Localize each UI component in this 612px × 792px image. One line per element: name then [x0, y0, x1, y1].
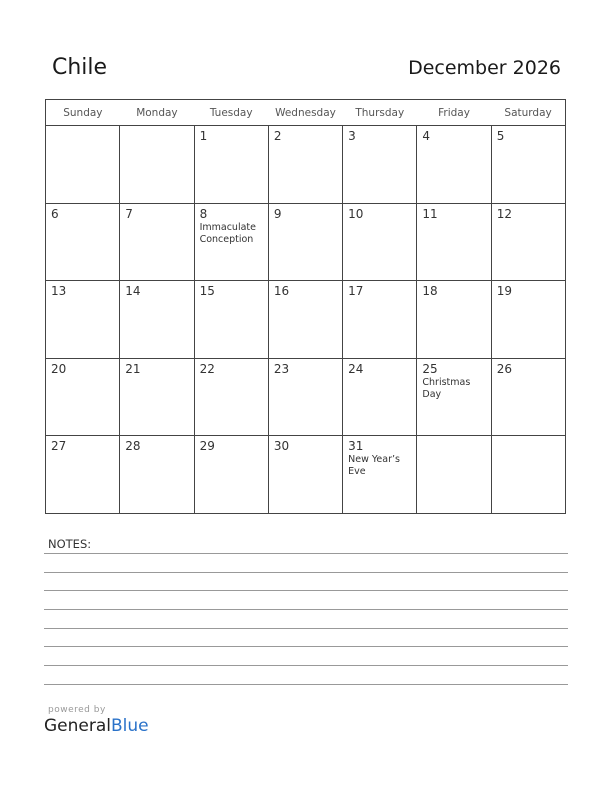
- day-number: 8: [199, 206, 208, 221]
- day-number: 1: [199, 129, 208, 143]
- day-cell: [417, 281, 491, 359]
- day-cell: [268, 126, 342, 204]
- day-cell: [194, 126, 268, 204]
- day-cell: [120, 126, 194, 204]
- weekday-header: Sunday: [46, 100, 120, 126]
- weekday-header: Saturday: [491, 100, 565, 126]
- day-cell: [268, 203, 342, 281]
- day-cell: [491, 203, 565, 281]
- day-number: 11: [422, 206, 438, 221]
- day-number: 23: [273, 361, 290, 376]
- day-cell: [491, 436, 565, 514]
- day-cell: [268, 436, 342, 514]
- notes-label: NOTES:: [48, 537, 92, 551]
- day-number: 26: [496, 361, 512, 376]
- week-row: [46, 358, 566, 436]
- day-number: 15: [199, 284, 215, 298]
- weekday-header: Wednesday: [268, 100, 342, 126]
- day-number: 14: [125, 284, 141, 298]
- day-cell: [194, 203, 268, 281]
- day-cell: [46, 436, 120, 514]
- day-number: 22: [199, 361, 215, 376]
- note-line: [44, 572, 568, 573]
- day-number: 27: [51, 439, 67, 453]
- day-cell: [268, 358, 342, 436]
- day-cell: [46, 358, 120, 436]
- day-number: 31: [348, 439, 364, 453]
- day-cell: [417, 436, 491, 514]
- day-cell: [46, 281, 120, 359]
- week-row: [46, 126, 566, 204]
- weekday-header: Tuesday: [194, 100, 268, 126]
- day-number: 6: [51, 206, 59, 221]
- note-line: [44, 665, 568, 666]
- day-cell: [120, 281, 194, 359]
- day-cell: [120, 358, 194, 436]
- holiday-label: Christmas Day: [422, 376, 471, 400]
- day-number: 7: [125, 206, 133, 221]
- day-number: 9: [273, 206, 282, 221]
- note-line: [44, 684, 568, 685]
- day-cell: [343, 436, 417, 514]
- day-cell: [46, 203, 120, 281]
- week-row: [46, 436, 566, 514]
- weekday-header: Thursday: [343, 100, 417, 126]
- note-line: [44, 646, 568, 647]
- day-cell: [46, 126, 120, 204]
- month-title: December 2026: [408, 57, 561, 79]
- day-cell: [194, 358, 268, 436]
- day-number: 29: [199, 439, 215, 453]
- weekday-header-row: [46, 100, 566, 126]
- day-number: 21: [125, 361, 141, 376]
- day-cell: [343, 281, 417, 359]
- week-row: [46, 203, 566, 281]
- country-title: Chile: [52, 55, 108, 80]
- day-cell: [491, 126, 565, 204]
- note-line: [44, 553, 568, 554]
- note-line: [44, 590, 568, 591]
- day-number: 19: [496, 284, 512, 298]
- generalblue-logo[interactable]: [44, 716, 149, 736]
- day-number: 16: [273, 284, 290, 298]
- day-cell: [268, 281, 342, 359]
- day-number: 5: [496, 129, 505, 143]
- day-number: 12: [496, 206, 512, 221]
- day-number: 3: [348, 129, 356, 143]
- day-number: 24: [348, 361, 364, 376]
- holiday-label: New Year’s Eve: [348, 454, 400, 477]
- day-cell: [417, 203, 491, 281]
- day-number: 13: [51, 284, 67, 298]
- day-number: 10: [348, 206, 364, 221]
- holiday-label: Immaculate Conception: [199, 221, 256, 245]
- day-number: 18: [422, 284, 438, 298]
- weekday-header: Monday: [120, 100, 194, 126]
- day-cell: [120, 436, 194, 514]
- note-line: [44, 628, 568, 629]
- day-number: 2: [273, 129, 282, 143]
- weekday-header: Friday: [417, 100, 491, 126]
- day-cell: [417, 126, 491, 204]
- day-number: 28: [125, 439, 141, 453]
- day-number: 20: [51, 361, 67, 376]
- day-cell: [194, 436, 268, 514]
- week-row: [46, 281, 566, 359]
- day-cell: [491, 281, 565, 359]
- day-number: 30: [273, 439, 290, 453]
- day-cell: [343, 126, 417, 204]
- day-number: 4: [422, 129, 431, 143]
- day-cell: [417, 358, 491, 436]
- day-cell: [343, 203, 417, 281]
- logo-blue: Blue: [111, 716, 149, 736]
- calendar-grid: [45, 99, 566, 514]
- day-number: 25: [422, 361, 438, 376]
- day-cell: [343, 358, 417, 436]
- logo-general: General: [44, 716, 111, 736]
- day-number: 17: [348, 284, 364, 298]
- day-cell: [120, 203, 194, 281]
- day-cell: [491, 358, 565, 436]
- powered-by-text: powered by: [48, 705, 106, 715]
- day-cell: [194, 281, 268, 359]
- note-line: [44, 609, 568, 610]
